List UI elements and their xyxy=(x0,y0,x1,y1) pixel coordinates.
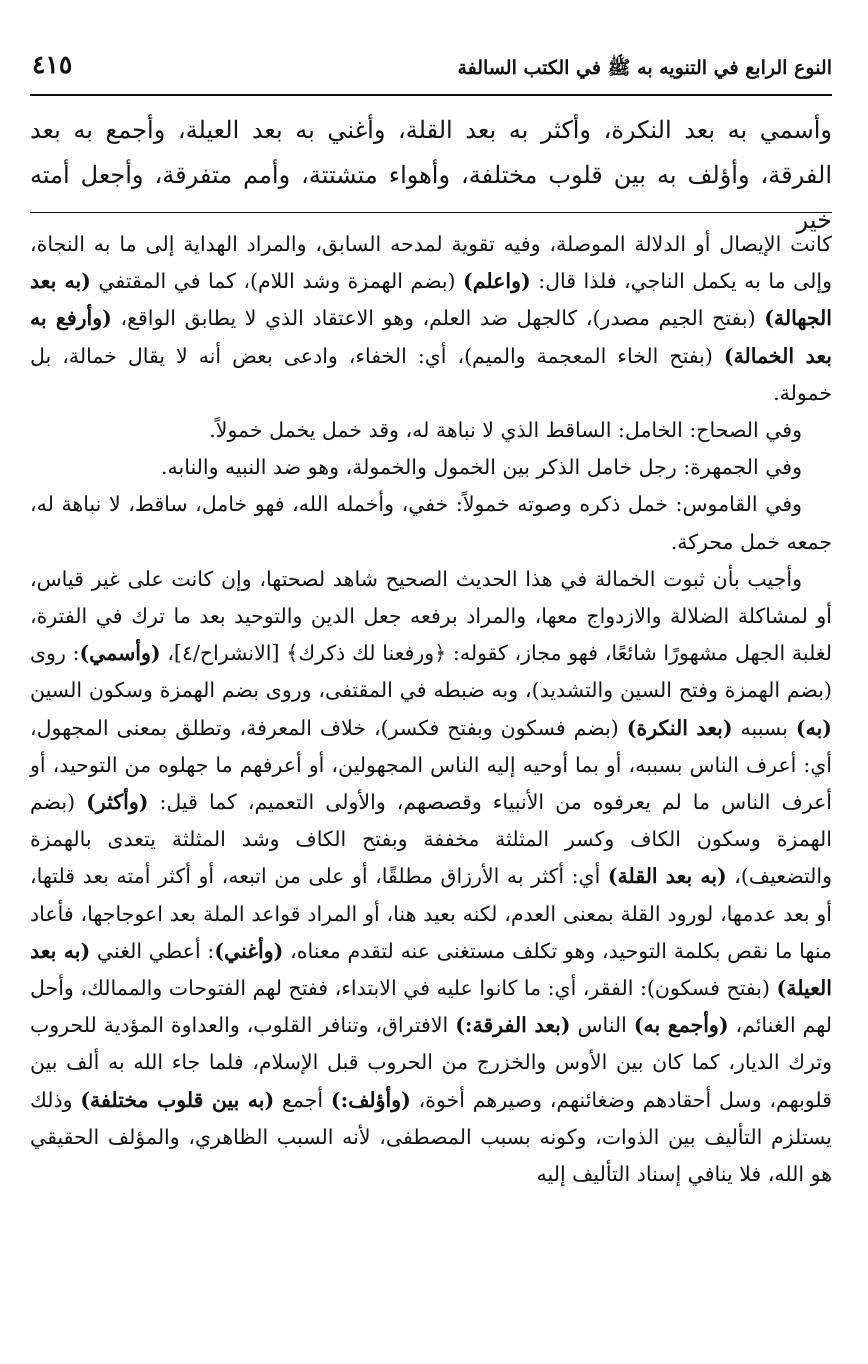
footnote-divider xyxy=(30,212,832,213)
book-page xyxy=(30,0,832,1364)
page-header xyxy=(30,46,832,96)
commentary-text: الافتراق، وتنافر القلوب، والعداوة المؤدية للحروب وترك الديار، كما كان بين الأوس والخزرج من الحروب قبل الإسلام، فلما جاء الله به ألف بين قلوبهم، وسل أحقادهم وضغائنهم، وصيرهم أخوة، xyxy=(30,1013,832,1112)
commentary-text: : روى (بضم الهمزة وفتح السين والتشديد)، وبه ضبطه في المقتفى، وروى بضم الهمزة وسكون السين xyxy=(30,641,832,703)
quoted-phrase: (به بعد العيلة) xyxy=(30,938,832,1001)
commentary-paragraph-1 xyxy=(30,226,832,412)
commentary-text: أجمع xyxy=(274,1087,331,1112)
quoted-phrase: (به) xyxy=(795,715,832,740)
quoted-phrase: (به بعد القلة) xyxy=(607,864,727,889)
commentary-paragraph-2: وفي الصحاح: الخامل: الساقط الذي لا نباهة له، وقد خمل يخمل خمولاً. xyxy=(209,418,802,443)
quoted-phrase: (وأغني) xyxy=(214,938,284,963)
page-number: ٤١٥ xyxy=(32,50,73,79)
commentary-paragraph-4: وفي القاموس: خمل ذكره وصوته خمولاً: خفي، وأخمله الله، فهو خامل، ساقط، لا نباهة له، جمعه خمل محركة. xyxy=(30,492,832,554)
quoted-phrase: (به بعد الجهالة) xyxy=(30,269,832,331)
commentary xyxy=(30,226,832,1193)
commentary-text: وأجيب بأن ثبوت الخمالة في هذا الحديث الصحيح شاهد لصحتها، وإن كانت على غير قياس، أو لمشاكلة الضلالة والازدواج معها، والمراد برفعه جعل الدين والتوحيد بعد ما ترك في الفترة، لغلبة الجهل مشهورًا شائعًا، فهو مجاز، كقوله: ﴿ورفعنا لك ذكرك﴾ [الانشراح/٤]، xyxy=(30,566,832,666)
commentary-text: (بضم الهمزة وشد اللام)، كما في المقتفي xyxy=(90,269,464,294)
commentary-text: أي: أكثر به الأرزاق مطلقًا، أو على من اتبعه، أو أكثر أمته بعد قلتها، أو بعد عدمها، لورود القلة بمعنى العدم، لكنه بعيد هنا، أو المراد قواعد الملة بعد اعوجاجها، فأعاد منها ما نقص بكلمة التوحيد، وهو تكلف مستغنى عنه لتقدم معناه، xyxy=(30,864,833,963)
commentary-text: (بفتح فسكون): الفقر، أي: ما كانوا عليه في الابتداء، ففتح لهم الفتوحات والممالك، وأحل لهم الغنائم، xyxy=(30,976,832,1038)
commentary-text: (بضم فسكون وبفتح فكسر)، خلاف المعرفة، وتطلق بمعنى المجهول، أي: أعرف الناس بسببه، أو بما أوحيه إليه الناس المجهولين، أو أعرفهم ما جهلوه من التوحيد، أو أعرف الناس ما لم يعرفوه من الأنبياء وقصصهم، والأولى التعميم، كما قيل: xyxy=(30,715,832,815)
quoted-phrase: (وأجمع به) xyxy=(633,1013,729,1038)
commentary-paragraph-5 xyxy=(30,561,832,1193)
commentary-text: بسببه xyxy=(732,715,796,740)
commentary-text: وذلك يستلزم التأليف بين الذوات، وكونه بسبب المصطفى، لأنه السبب الظاهري، والمؤلف الحقيقي هو الله، فلا ينافي إسناد التأليف إليه xyxy=(30,1087,832,1187)
quoted-phrase: (بعد النكرة) xyxy=(626,715,733,740)
quoted-phrase: (وأؤلف:) xyxy=(330,1087,411,1112)
commentary-text: (بضم الهمزة وسكون الكاف وكسر المثلثة مخففة وبفتح الكاف وشد المثلثة يتعدى بالهمزة والتضعيف)، xyxy=(30,790,833,889)
main-text: وأسمي به بعد النكرة، وأكثر به بعد القلة، وأغني به بعد العيلة، وأجمع به بعد الفرقة، وأؤلف به بين قلوب مختلفة، وأهواء متشتتة، وأمم متفرقة، وأجعل أمته خير xyxy=(30,116,832,234)
quoted-phrase: (وأسمي) xyxy=(79,641,161,666)
commentary-text: : أعطي الغني xyxy=(90,938,215,963)
quoted-phrase: (به بين قلوب مختلفة) xyxy=(80,1087,275,1112)
commentary-paragraph-3: وفي الجمهرة: رجل خامل الذكر بين الخمول والخمولة، وهو ضد النبيه والنابه. xyxy=(160,455,802,480)
commentary-text: كانت الإيصال أو الدلالة الموصلة، وفيه تقوية لمدحه السابق، والمراد الهداية إلى ما به النجاة، وإلى ما به يكمل الناجي، فلذا قال: xyxy=(30,232,832,294)
commentary-text: (بفتح الجيم مصدر)، كالجهل ضد العلم، وهو الاعتقاد الذي لا يطابق الواقع، xyxy=(111,306,765,331)
commentary-text: الناس xyxy=(570,1013,634,1038)
quoted-phrase: (وأكثر) xyxy=(86,790,149,815)
quoted-phrase: (واعلم) xyxy=(463,269,531,294)
running-title: النوع الرابع في التنويه به ﷺ في الكتب السالفة xyxy=(457,57,832,79)
quoted-phrase: (وأرفع به بعد الخمالة) xyxy=(30,306,832,368)
quoted-phrase: (بعد الفرقة:) xyxy=(455,1013,571,1038)
commentary-text: (بفتح الخاء المعجمة والميم)، أي: الخفاء، وادعى بعض أنه لا يقال خمالة، بل خمولة. xyxy=(30,343,832,405)
